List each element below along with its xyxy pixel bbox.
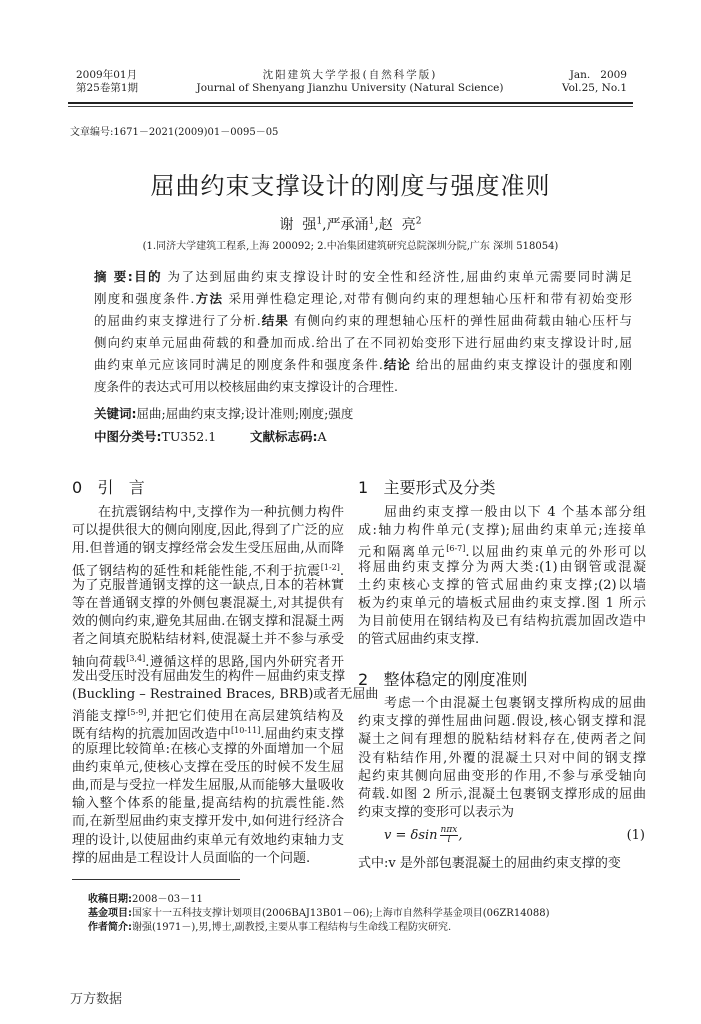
footnote-item [88,918,451,933]
citation: [3,4] [126,653,146,663]
abstract-label: 方法 [194,291,224,306]
abstract-text: 的屈曲约束支撑进行了分析. [94,313,261,328]
text-segment: .遵循这样的思路,国内外研究者开 [145,654,344,670]
text-segment: 发出受压时没有屈曲发生的构件－屈曲约束支撑 [72,668,346,684]
text-line [72,504,344,522]
author-separator: , [322,217,327,233]
abstract-label: 结果 [260,313,289,328]
abstract-text: 侧向约束单元屈曲荷载的和叠加而成.给出了在不同初始变形下进行屈曲约束支撑设计时,屈 [94,335,632,350]
text-segment: 板为约束单元的墙板式屈曲约束支撑.图 1 所示 [358,596,646,611]
abstract-text: 刚度和强度条件. [94,291,195,306]
abstract-line [94,312,632,330]
text-segment: 土约束核心支撑的管式屈曲约束支撑;(2)以墙 [358,577,646,593]
author-affiliation-mark: 2 [415,216,422,227]
header-issue-en: Vol.25, No.1 [561,82,627,94]
text-segment: 凝土之间有理想的脱粘结材料存在,使两者之间 [358,732,646,748]
text-segment: 理的设计,以使屈曲约束单元有效地约束轴力支 [72,832,344,848]
text-line [72,686,379,704]
article-number: 文章编号:1671－2021(2009)01－0095－05 [70,127,279,138]
abstract-line [94,290,632,308]
text-segment: 输入整个体系的能量,提高结构的抗震性能.然 [72,796,344,812]
text-line [358,695,646,713]
equation-fraction [440,826,459,845]
text-line [358,577,646,595]
document-code-value: A [317,429,327,444]
citation: [5-9] [127,708,147,718]
abstract-label: 结论 [382,357,411,372]
equation-numerator: nπx [440,825,458,835]
text-line [72,522,344,540]
text-line [72,613,344,631]
abstract-text: 采用弹性稳定理论,对带有侧向约束的理想轴心压杆和带有初始变形 [223,291,632,306]
text-line [72,559,344,577]
abstract-text: 为了达到屈曲约束支撑设计时的安全性和经济性,屈曲约束单元需要同时满足 [162,269,632,284]
affiliation: (1.同济大学建筑工程系,上海 200092; 2.中冶集团建筑研究总院深圳分院,广东 深圳 518054) [142,241,559,252]
abstract-line [94,378,632,396]
classification [94,427,216,445]
abstract-label: 摘 要: [94,269,133,284]
text-line [72,832,344,850]
citation: [10-11] [231,726,261,736]
header-rule-thin [68,106,633,107]
text-segment: . [339,563,344,579]
text-line [72,795,344,813]
text-line [358,713,646,731]
author-name: 谢 强 [279,217,317,233]
footnote-text: 2008－03－11 [132,894,203,905]
text-line [358,731,646,749]
classification-label: 中图分类号: [94,429,162,444]
footnote-label: 作者简介: [88,922,132,933]
header-date: 2009年01月 [76,69,138,81]
text-line [72,595,344,613]
keywords-value: 屈曲;屈曲约束支撑;设计准则;刚度;强度 [136,406,354,421]
text-segment: 在抗震钢结构中,支撑作为一种抗侧力构件 [98,505,344,520]
text-segment: 曲,而是与受拉一样发生屈服,从而能够大量吸收 [72,778,344,793]
text-segment: 将屈曲约束支撑分为两大类:(1)由钢管或混凝 [358,559,646,575]
text-segment: 既有结构的抗震加固改造中 [72,727,232,743]
text-segment: ,并把它们使用在高层建筑结构及 [146,709,344,725]
abstract-text: 曲约束单元应该同时满足的刚度条件和强度条件. [94,357,383,372]
citation: [6-7] [446,544,466,554]
author-separator: , [374,217,379,233]
text-segment: 约束支撑的变形可以表示为 [358,805,515,821]
author-list [0,214,701,234]
document-code-label: 文献标志码: [250,429,318,444]
watermark-wanfang: 万方数据 [70,992,123,1007]
abstract-line [94,356,632,374]
text-segment: 约束支撑的弹性屈曲问题.假设,核心钢支撑和混 [358,714,646,730]
text-line [358,504,646,522]
text-segment: 的原理比较简单:在核心支撑的外面增加一个屈 [72,741,344,757]
equation-tail: , [458,828,463,843]
abstract-line [94,268,632,286]
equation-lhs: v = δsin [384,828,438,843]
text-line [358,595,646,613]
keywords [94,404,353,422]
text-segment: 用.但普通的钢支撑经常会发生受压屈曲,从而降 [72,541,344,557]
header-issue-cn: 第25卷第1期 [76,82,139,94]
text-line [72,577,344,595]
text-segment: 为目前使用在钢结构及已有结构抗震加固改造中 [358,614,646,630]
equation-1 [384,826,462,846]
abstract-text: 有侧向约束的理想轴心压杆的弹性屈曲荷载由轴心压杆与 [288,313,632,328]
text-line [358,631,646,649]
footnote-text: 国家十一五科技支撑计划项目(2006BAJ13B01－06);上海市自然科学基金项目(06ZR14088) [132,908,550,919]
header-journal-en: Journal of Shenyang Jianzhu University (Natural Science) [196,82,504,94]
text-segment: 撑的屈曲是工程设计人员面临的一个问题. [72,850,311,866]
text-line [358,768,646,786]
text-line [72,722,344,743]
body-line: 式中:v 是外部包裹混凝土的屈曲约束支撑的变 [358,856,621,871]
text-line [72,741,344,759]
header-date-en: Jan. 2009 [569,69,627,81]
text-segment: .以屈曲约束单元的外形可以 [465,545,646,561]
document-code [250,427,327,445]
text-segment: 等在普通钢支撑的外侧包裹混凝土,对其提供有 [72,596,344,611]
text-segment: 轴向荷载 [72,654,127,670]
text-line [72,850,344,868]
abstract-text: 度条件的表达式可用以校核屈曲约束支撑设计的合理性. [94,379,398,394]
text-line [358,804,646,822]
text-segment: 消能支撑 [72,709,128,725]
text-segment: .屈曲约束支撑 [260,727,344,743]
footnote-text: 谢强(1971－),男,博士,副教授,主要从事工程结构与生命线工程防灾研究. [132,922,452,933]
text-segment: 可以提供很大的侧向刚度,因此,得到了广泛的应 [72,523,344,539]
header-rule [68,102,633,104]
abstract-line [94,334,632,352]
section-heading-forms: 1 主要形式及分类 [358,478,496,497]
text-line [72,813,344,831]
text-line [358,522,646,540]
text-segment: 为了克服普通钢支撑的这一缺点,日本的若林實 [72,577,344,593]
text-segment: 低了钢结构的延性和耗能性能,不利于抗震 [72,563,321,579]
text-segment: 荷载.如图 2 所示,混凝土包裹钢支撑形成的屈曲 [358,787,646,802]
section-heading-introduction: 0 引 言 [72,478,145,497]
text-segment: 的管式屈曲约束支撑. [358,632,480,648]
text-segment: 元和隔离单元 [358,545,447,561]
text-segment: 起约束其侧向屈曲变形的作用,不参与承受轴向 [358,768,646,784]
text-line [72,650,344,668]
header-journal-cn: 沈阳建筑大学学报(自然科学版) [262,69,438,81]
author-affiliation-mark: 1 [316,216,323,227]
equation-denominator: l [447,835,451,845]
text-segment: 效的侧向约束,避免其屈曲.在钢支撑和混凝土两 [72,614,344,630]
text-line [72,668,344,686]
text-segment: 成:轴力构件单元(支撑);屈曲约束单元;连接单 [358,523,646,539]
footnote-label: 基金项目: [88,908,132,919]
footnote-label: 收稿日期: [88,894,132,905]
text-line [358,540,646,561]
text-segment: (Buckling – Restrained Braces, BRB)或者无屈曲 [72,687,379,702]
text-segment: 而,在新型屈曲约束支撑开发中,如何进行经济合 [72,814,344,830]
text-segment: 曲约束单元,使核心支撑在受压的时候不发生屈 [72,759,344,775]
footnote-item [88,890,203,905]
equation-number: (1) [626,828,645,843]
paper-title: 屈曲约束支撑设计的刚度与强度准则 [150,172,551,200]
text-line [72,759,344,777]
text-line [358,559,646,577]
text-line [358,613,646,631]
text-line [72,777,344,795]
author-name: 严承涌 [326,217,369,233]
text-line [358,750,646,768]
abstract-label: 目的 [132,269,163,284]
author-affiliation-mark: 1 [368,216,375,227]
classification-value: TU352.1 [161,429,217,444]
abstract-text: 给出的屈曲约束支撑设计的强度和刚 [411,357,632,372]
text-line [358,786,646,804]
text-segment: 考虑一个由混凝土包裹钢支撑所构成的屈曲 [384,696,646,711]
text-line [72,704,344,725]
author-name: 赵 亮 [378,217,416,233]
section-heading-stiffness: 2 整体稳定的刚度准则 [358,670,528,689]
text-segment: 没有粘结作用,外覆的混凝土只对中间的钢支撑 [358,750,646,766]
citation: [1-2] [320,562,340,572]
text-segment: 屈曲约束支撑一般由以下 4 个基本部分组 [384,505,646,520]
footnote-rule [72,879,240,880]
footnote-item [88,904,550,919]
keywords-label: 关键词: [94,406,137,421]
text-segment: 者之间填充脱粘结材料,使混凝土并不参与承受 [72,632,344,648]
text-line [72,631,344,649]
text-line [72,540,344,558]
